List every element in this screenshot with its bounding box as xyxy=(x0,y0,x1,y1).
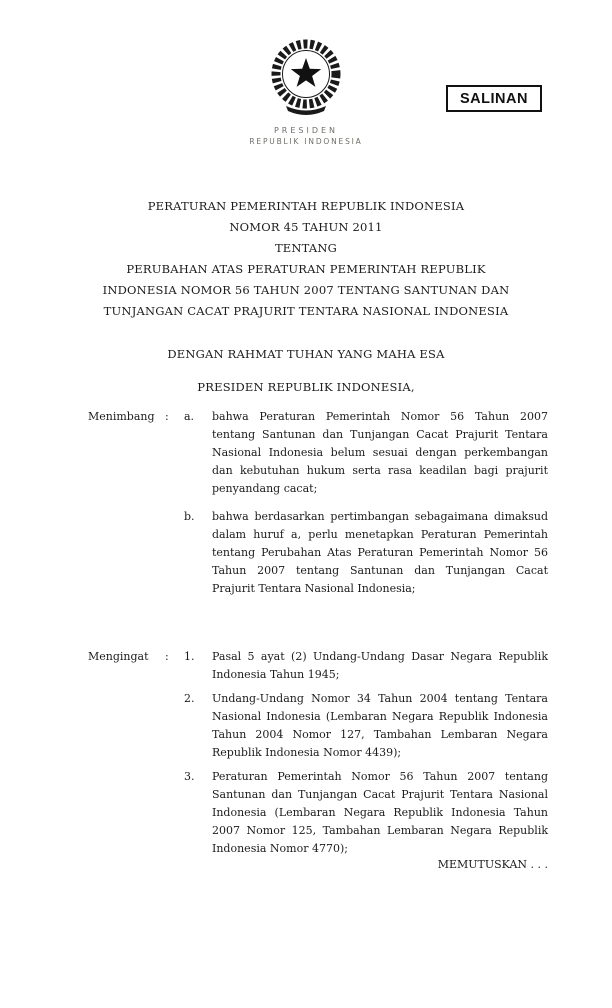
considering-item-b xyxy=(184,508,548,598)
item-text: Undang-Undang Nomor 34 Tahun 2004 tentang Tentara Nasional Indonesia (Lembaran Negara Republik Indonesia Tahun 2004 Nomor 127, Tambahan Lembaran Negara Republik Indonesia Nomor 4439); xyxy=(212,692,548,759)
tentang-label: TENTANG xyxy=(274,241,338,255)
item-text: Pasal 5 ayat (2) Undang-Undang Dasar Negara Republik Indonesia Tahun 1945; xyxy=(212,650,548,681)
recalling-item-1 xyxy=(184,648,548,684)
item-text: Peraturan Pemerintah Nomor 56 Tahun 2007 tentang Santunan dan Tunjangan Cacat Prajurit Tentara Nasional Indonesia (Lembaran Negara Republik Indonesia Tahun 2007 Nomor 125, Tambahan Lembaran Negara Republik Indonesia Nomor 4770); xyxy=(212,770,548,855)
recalling-label: Mengingat xyxy=(88,650,149,663)
item-marker: 3. xyxy=(184,770,195,783)
salinan-label: SALINAN xyxy=(460,90,528,107)
presidential-seal-icon xyxy=(266,30,346,118)
item-text: bahwa berdasarkan pertimbangan sebagaimana dimaksud dalam huruf a, perlu menetapkan Peraturan Pemerintah tentang Perubahan Atas Peraturan Pemerintah Nomor 56 Tahun 2007 tentang Santunan dan Tunjangan Cacat Prajurit Tentara Nasional Indonesia; xyxy=(212,510,548,595)
item-text: bahwa Peraturan Pemerintah Nomor 56 Tahun 2007 tentang Santunan dan Tunjangan Cacat Prajurit Tentara Nasional Indonesia belum sesuai dengan perkembangan dan kebutuhan hukum serta rasa keadilan bagi prajurit penyandang cacat; xyxy=(212,410,548,495)
continuation-marker: MEMUTUSKAN . . . xyxy=(437,858,548,871)
regulation-subject: PERUBAHAN ATAS PERATURAN PEMERINTAH REPUBLIK INDONESIA NOMOR 56 TAHUN 2007 TENTANG SANTUNAN DAN TUNJANGAN CACAT PRAJURIT TENTARA NASIONAL INDONESIA xyxy=(102,262,510,318)
salinan-stamp xyxy=(446,85,542,112)
title-block xyxy=(76,196,536,398)
recalling-colon: : xyxy=(165,650,169,663)
item-marker: b. xyxy=(184,510,195,523)
item-marker: a. xyxy=(184,410,195,423)
letterhead xyxy=(0,126,612,146)
regulation-title: PERATURAN PEMERINTAH REPUBLIK INDONESIA xyxy=(147,199,465,213)
considering-items xyxy=(184,408,548,598)
considering-section xyxy=(88,408,548,598)
recalling-section xyxy=(88,648,548,864)
invocation-line: DENGAN RAHMAT TUHAN YANG MAHA ESA xyxy=(167,347,445,361)
considering-label: Menimbang xyxy=(88,410,155,423)
item-marker: 1. xyxy=(184,650,195,663)
authority-line: PRESIDEN REPUBLIK INDONESIA, xyxy=(197,380,415,394)
recalling-item-2 xyxy=(184,690,548,762)
considering-colon: : xyxy=(165,410,169,423)
recalling-item-3 xyxy=(184,768,548,858)
recalling-items xyxy=(184,648,548,864)
letterhead-line2: REPUBLIK INDONESIA xyxy=(249,137,363,146)
item-marker: 2. xyxy=(184,692,195,705)
considering-item-a xyxy=(184,408,548,498)
letterhead-line1: PRESIDEN xyxy=(273,126,339,135)
regulation-number: NOMOR 45 TAHUN 2011 xyxy=(229,220,383,234)
